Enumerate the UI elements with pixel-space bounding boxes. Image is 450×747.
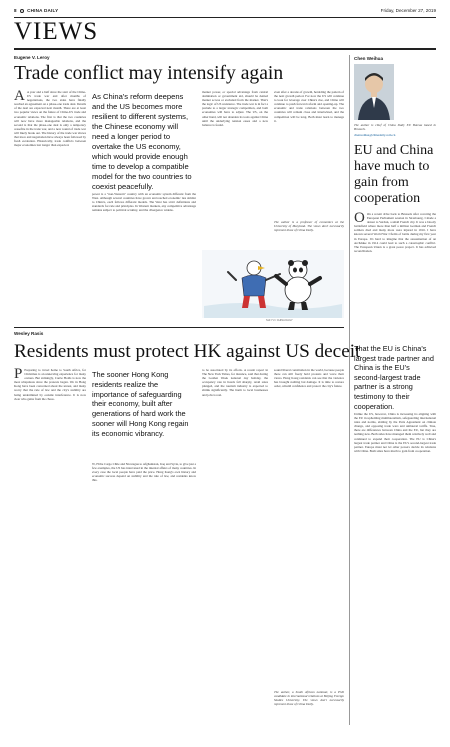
article3-rule bbox=[14, 327, 344, 328]
issue-date: Friday, December 27, 2019 bbox=[380, 8, 436, 13]
dropcap: P bbox=[14, 368, 23, 382]
article1-column-2: power is a "non-Western" country with an economic system different from the West. Although several countries have grown and reached economic ties similar to China's, each follows different models. The West has strict definitions and standards for rule and principles. In Western markets, any competitive advantage remains subject to political scrutiny, and the divergence widens. bbox=[92, 192, 196, 213]
article2-column-1 bbox=[354, 212, 436, 340]
editorial-illustration bbox=[202, 250, 344, 318]
paper-name: CHINA DAILY bbox=[27, 8, 59, 13]
section-title: VIEWS bbox=[14, 18, 99, 45]
section-rule bbox=[14, 48, 436, 50]
article3-author-note: The author, a South African national, is a PhD candidate in international relations at Beijing Foreign Studies University. The views don't necessarily represent those of China Daily. bbox=[274, 690, 344, 707]
article1-column-3: market power, or special advantage from central domination or government aid, should be denied market access or excluded from the market. That's the logic of US resistance. The trade war is in fact a prelude to a larger strategic competition, and both economies will have to adjust. The US, on the other hand, will not abandon its tools against China until the underlying tension eases and a new balance is found. bbox=[202, 90, 268, 127]
article3-column-1 bbox=[14, 368, 86, 730]
author-portrait-icon bbox=[354, 64, 394, 120]
article3-column-3: to be associated by its efforts. A recent report in The New York Times, for instance, said that during the Golden Week national day holiday, the occupancy rate in hotels fell sharply, retail sales plunged, and the tourism industry is expected to shrink significantly. The harm to local businesses and jobs is real. bbox=[202, 368, 268, 397]
panda-wrestler-illustration bbox=[202, 250, 344, 318]
article1-col1-text: A year and a half since the start of the China-US trade war and after months of negotiations, the two sides have finally reached an agreement on a phase-one trade deal. Details of the deal are expected next month. There are at least two popular views on the future of China-US trade and economic relations. The first is that the two countries will now have more manageable relations, and the second is that the phase-one deal is only a temporary ceasefire in the trade war, and a new round of trade war will likely break out. The history of the trade war shows that truce and negotiation have always been followed by fresh escalation. Historically, trade conflicts between major economies last longer than expected. bbox=[14, 90, 86, 148]
logo-mark-icon bbox=[20, 9, 24, 13]
article2-col1-text: On a recent drive back to Brussels after covering the European Parliament session in Strasbourg, I made a detour to Verdun, a small French city. It was a bloody battlefield where more than half a million German and French soldiers died and many more were injured in 1916. I have known several World War I fields of battle during my first year in Europe. It's hard to imagine that the assassination of an Archduke in 1914 could lead to such a catastrophic conflict. The European Union is a great peace project. It has achieved reconciliation. bbox=[354, 212, 436, 253]
eagle-figure bbox=[228, 261, 280, 308]
masthead-bar bbox=[14, 8, 436, 16]
ground-shape bbox=[204, 303, 342, 318]
page-number: 8 bbox=[14, 8, 17, 13]
article3-pull-quote: The sooner Hong Kong residents realize the importance of safeguarding their economy, built after generations of hard work the sooner will Hong Kong regain its economic vibrancy. bbox=[92, 370, 189, 438]
article2-author-note: The author is chief of China Daily EU Bureau based in Brussels. bbox=[354, 123, 436, 132]
dropcap: O bbox=[354, 212, 365, 226]
dropcap: A bbox=[14, 90, 25, 104]
article1-author-note: The author is a professor of economics at the University of Maryland. The views don't necessarily represent those of China Daily. bbox=[274, 220, 344, 233]
panda-figure bbox=[276, 260, 320, 310]
article1-column-4: even after a decade of growth, heralding the pattern of the next growth period. For now the US will continue to look for leverage over China's rise, and China will continue to push forward reform and opening-up. The economic and trade relations between the two countries will remain close and intertwined, and the competition will be long. Both must learn to manage it. bbox=[274, 90, 344, 123]
article1-author: Eugene V. Leroy bbox=[14, 55, 50, 60]
article3-author: Wesley Rasis bbox=[14, 331, 44, 336]
article3-column-2: W, H the Cargo Chile and Nicaragua to Afghanistan, Iraq and Syria, to give just a few examples, the US has intervened in the internal affairs of many countries. In every case the local people have paid the price. Hong Kong's own history and economic success depend on stability and the rule of law, and residents know this. bbox=[92, 462, 196, 483]
illustration-credit: SHI YU / CHINA DAILY bbox=[266, 319, 293, 322]
article3-headline: Residents must protect HK against US deceit bbox=[14, 341, 361, 362]
author-photo bbox=[354, 64, 394, 120]
article2-headline: EU and China have much to gain from cooperation bbox=[354, 143, 434, 206]
article2-column-2: Unlike the US, however, China is increasing its aligning with the EU in upholding multilateralism, safeguarding international rules and norms, abiding by the Paris Agreement on climate change, and opposing trade wars and unilateral tariffs. True, there are differences between China and the EU, but they are nothing new. Both sides have managed them relatively well and continued to expand their cooperation. The EU is China's largest trade partner and China is the EU's second-largest trade partner. Europe must not let other powers decide its relations with China. Both sides have much to gain from cooperation. bbox=[354, 412, 436, 453]
article3-column-4: sound liberal constitution in the world, because people there can still freely hold protests and voice their views. Hong Kong residents can see that the violence has brought nothing but damage. It is time to restore order, rebuild confidence and protect the city's future. bbox=[274, 368, 344, 389]
article1-column-1 bbox=[14, 90, 86, 245]
article1-pull-quote: As China's reform deepens and the US becomes more resilient to different systems, the Chinese economy will need a longer period to overtake the US economy, which would provide enough time to develop a compatible model for the two countries to coexist peacefully. bbox=[92, 92, 192, 191]
article2-author-email[interactable]: chenweihua@chinadaily.com.cn bbox=[354, 133, 396, 137]
article2-pull-quote: That the EU is China's largest trade partner and China is the EU's second-largest trade partner is a strong testimony to their cooperation. bbox=[354, 344, 434, 411]
article3-col1-text: Preparing to travel home to South Africa, for Christmas is an unnerving experience for many owners. But strikingly, Carrie Holds is now the most ubiquitous since the protests began. We in Hong Kong have been concerned about the unrest, and many worry that the rule of law and the city's stability are being undermined by outside interference. It is now clear who gains from the chaos. bbox=[14, 368, 86, 401]
article2-author: Chen Weihua bbox=[354, 56, 384, 61]
article1-headline: Trade conflict may intensify again bbox=[14, 63, 284, 84]
